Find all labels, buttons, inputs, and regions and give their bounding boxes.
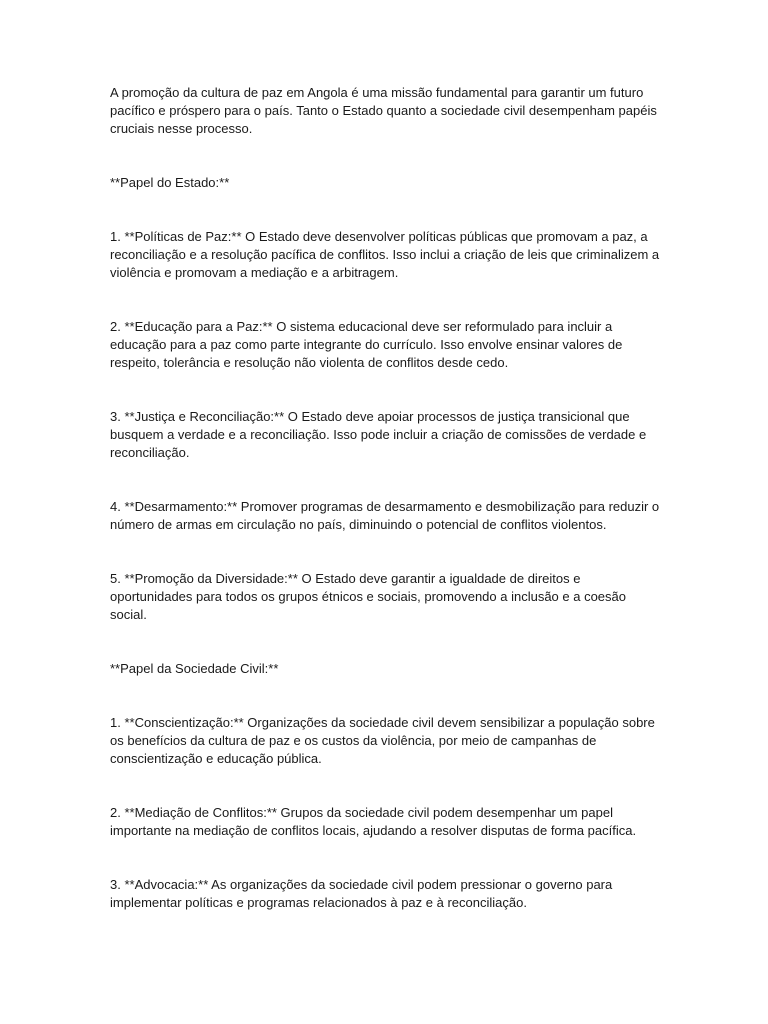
civil-item-mediacao: 2. **Mediação de Conflitos:** Grupos da sociedade civil podem desempenhar um papel importante na mediação de conflitos locais, ajudando a resolver disputas de forma pacífica. (110, 805, 637, 838)
state-item-justica: 3. **Justiça e Reconciliação:** O Estado deve apoiar processos de justiça transicional que busquem a verdade e a reconciliação. Isso pode incluir a criação de comissões de verdade e reconciliação. (110, 409, 647, 460)
state-item-desarmamento: 4. **Desarmamento:** Promover programas de desarmamento e desmobilização para reduzir o número de armas em circulação no país, diminuindo o potencial de conflitos violentos. (110, 499, 660, 532)
state-item-politicas: 1. **Políticas de Paz:** O Estado deve desenvolver políticas públicas que promovam a paz, a reconciliação e a resolução pacífica de conflitos. Isso inclui a criação de leis que criminalizem a violência e promovam a mediação e a arbitragem. (110, 229, 660, 280)
intro-paragraph: A promoção da cultura de paz em Angola é uma missão fundamental para garantir um futuro pacífico e próspero para o país. Tanto o Estado quanto a sociedade civil desempenham papéis cruciais nesse processo. (110, 85, 657, 136)
state-item-educacao: 2. **Educação para a Paz:** O sistema educacional deve ser reformulado para incluir a educação para a paz como parte integrante do currículo. Isso envolve ensinar valores de respeito, tolerância e resolução não violenta de conflitos desde cedo. (110, 319, 623, 370)
civil-item-advocacia: 3. **Advocacia:** As organizações da sociedade civil podem pressionar o governo para implementar políticas e programas relacionados à paz e à reconciliação. (110, 877, 613, 910)
civil-item-conscientizacao: 1. **Conscientização:** Organizações da sociedade civil devem sensibilizar a população sobre os benefícios da cultura de paz e os custos da violência, por meio de campanhas de conscientização e educação pública. (110, 715, 655, 766)
document-page (110, 84, 662, 912)
state-item-diversidade: 5. **Promoção da Diversidade:** O Estado deve garantir a igualdade de direitos e oportunidades para todos os grupos étnicos e sociais, promovendo a inclusão e a coesão social. (110, 571, 626, 622)
civil-heading: **Papel da Sociedade Civil:** (110, 661, 279, 676)
state-heading: **Papel do Estado:** (110, 175, 230, 190)
